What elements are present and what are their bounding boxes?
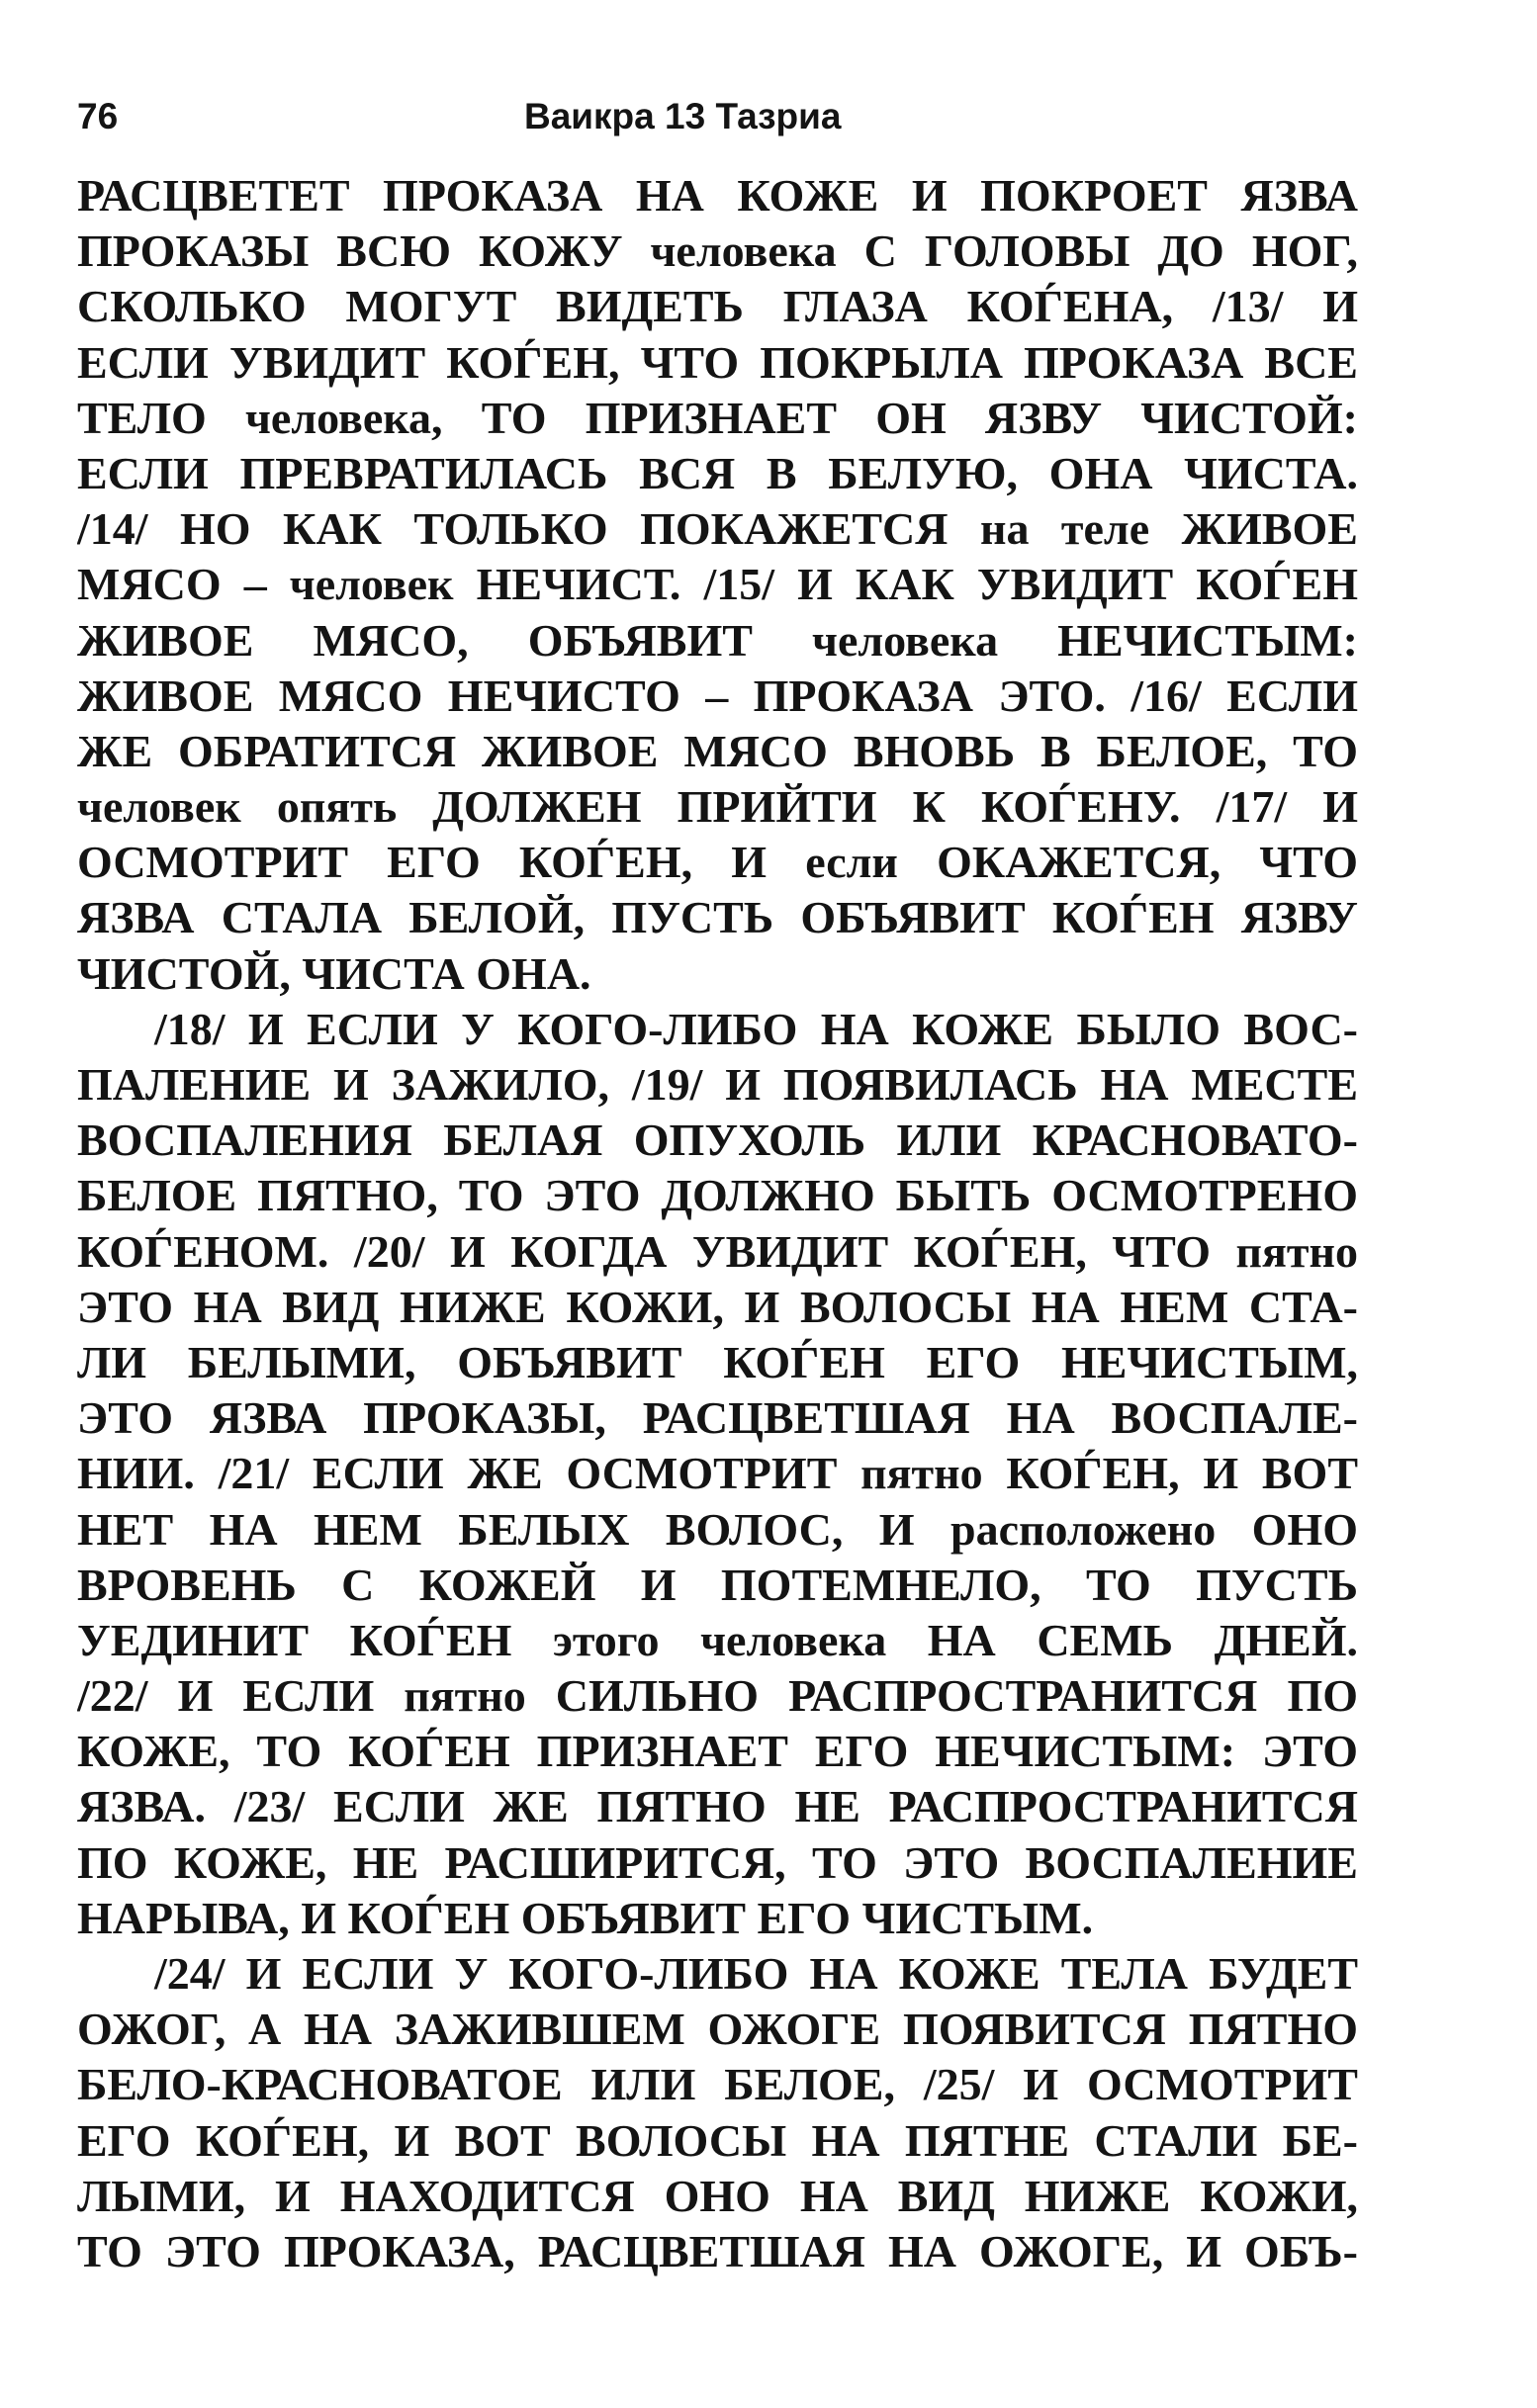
text-line: человек опять ДОЛЖЕН ПРИЙТИ К КОЃЕНУ. /17/ И <box>77 781 1358 833</box>
text-line: ЭТО НА ВИД НИЖЕ КОЖИ, И ВОЛОСЫ НА НЕМ СТА- <box>77 1281 1358 1332</box>
text-line: СКОЛЬКО МОГУТ ВИДЕТЬ ГЛАЗА КОЃЕНА, /13/ И <box>77 281 1358 332</box>
text-line: ЕГО КОЃЕН, И ВОТ ВОЛОСЫ НА ПЯТНЕ СТАЛИ БЕ- <box>77 2114 1358 2166</box>
text-line: ЕСЛИ УВИДИТ КОЃЕН, ЧТО ПОКРЫЛА ПРОКАЗА ВСЕ <box>77 336 1358 388</box>
page-number: 76 <box>77 96 119 136</box>
text-line: ЖЕ ОБРАТИТСЯ ЖИВОЕ МЯСО ВНОВЬ В БЕЛОЕ, ТО <box>77 725 1358 776</box>
text-line: ЖИВОЕ МЯСО, ОБЪЯВИТ человека НЕЧИСТЫМ: <box>77 614 1358 666</box>
text-line: ЛЫМИ, И НАХОДИТСЯ ОНО НА ВИД НИЖЕ КОЖИ, <box>77 2170 1358 2221</box>
text-line: ЯЗВА СТАЛА БЕЛОЙ, ПУСТЬ ОБЪЯВИТ КОЃЕН ЯЗВУ <box>77 892 1358 943</box>
body-text <box>77 168 1358 2279</box>
page-header <box>77 87 1363 146</box>
text-line: /22/ И ЕСЛИ пятно СИЛЬНО РАСПРОСТРАНИТСЯ ПО <box>77 1670 1358 1722</box>
text-line: ЭТО ЯЗВА ПРОКАЗЫ, РАСЦВЕТШАЯ НА ВОСПАЛЕ- <box>77 1392 1358 1444</box>
text-line: ТЕЛО человека, ТО ПРИЗНАЕТ ОН ЯЗВУ ЧИСТОЙ: <box>77 392 1358 443</box>
text-line: ЖИВОЕ МЯСО НЕЧИСТО – ПРОКАЗА ЭТО. /16/ ЕСЛИ <box>77 669 1358 721</box>
text-line: ПО КОЖЕ, НЕ РАСШИРИТСЯ, ТО ЭТО ВОСПАЛЕНИЕ <box>77 1836 1358 1888</box>
text-line: ЧИСТОЙ, ЧИСТА ОНА. <box>77 947 591 999</box>
text-line: МЯСО – человек НЕЧИСТ. /15/ И КАК УВИДИТ КОЃЕН <box>77 559 1358 610</box>
text-line: ВОСПАЛЕНИЯ БЕЛАЯ ОПУХОЛЬ ИЛИ КРАСНОВАТО- <box>77 1115 1358 1166</box>
text-line: /24/ И ЕСЛИ У КОГО-ЛИБО НА КОЖЕ ТЕЛА БУДЕТ <box>154 1948 1358 1999</box>
text-line: БЕЛО-КРАСНОВАТОЕ ИЛИ БЕЛОЕ, /25/ И ОСМОТРИТ <box>77 2059 1358 2110</box>
text-line: ОЖОГ, А НА ЗАЖИВШЕМ ОЖОГЕ ПОЯВИТСЯ ПЯТНО <box>77 2004 1358 2055</box>
text-line: КОЖЕ, ТО КОЃЕН ПРИЗНАЕТ ЕГО НЕЧИСТЫМ: ЭТО <box>77 1726 1358 1777</box>
text-line: ЕСЛИ ПРЕВРАТИЛАСЬ ВСЯ В БЕЛУЮ, ОНА ЧИСТА. <box>77 447 1358 498</box>
running-title: Ваикра 13 Тазриа <box>524 96 842 136</box>
text-line: КОЃЕНОМ. /20/ И КОГДА УВИДИТ КОЃЕН, ЧТО пятно <box>77 1225 1358 1277</box>
text-line: НАРЫВА, И КОЃЕН ОБЪЯВИТ ЕГО ЧИСТЫМ. <box>77 1892 1094 1943</box>
text-line: /18/ И ЕСЛИ У КОГО-ЛИБО НА КОЖЕ БЫЛО ВОС- <box>154 1003 1358 1054</box>
text-line: ЛИ БЕЛЫМИ, ОБЪЯВИТ КОЃЕН ЕГО НЕЧИСТЫМ, <box>77 1336 1358 1387</box>
text-line: ВРОВЕНЬ С КОЖЕЙ И ПОТЕМНЕЛО, ТО ПУСТЬ <box>77 1559 1358 1610</box>
text-line: УЕДИНИТ КОЃЕН этого человека НА СЕМЬ ДНЕЙ. <box>77 1614 1358 1665</box>
text-line: ОСМОТРИТ ЕГО КОЃЕН, И если ОКАЖЕТСЯ, ЧТО <box>77 837 1358 888</box>
text-line: НИИ. /21/ ЕСЛИ ЖЕ ОСМОТРИТ пятно КОЃЕН, И ВОТ <box>77 1448 1358 1499</box>
text-line: ПАЛЕНИЕ И ЗАЖИЛО, /19/ И ПОЯВИЛАСЬ НА МЕСТЕ <box>77 1059 1358 1110</box>
text-line: РАСЦВЕТЕТ ПРОКАЗА НА КОЖЕ И ПОКРОЕТ ЯЗВА <box>77 170 1358 221</box>
text-line: ТО ЭТО ПРОКАЗА, РАСЦВЕТШАЯ НА ОЖОГЕ, И ОБЪ- <box>77 2225 1358 2276</box>
text-line: НЕТ НА НЕМ БЕЛЫХ ВОЛОС, И расположено ОНО <box>77 1503 1358 1555</box>
text-line: БЕЛОЕ ПЯТНО, ТО ЭТО ДОЛЖНО БЫТЬ ОСМОТРЕНО <box>77 1170 1358 1221</box>
text-line: /14/ НО КАК ТОЛЬКО ПОКАЖЕТСЯ на теле ЖИВОЕ <box>77 503 1358 555</box>
text-line: ПРОКАЗЫ ВСЮ КОЖУ человека С ГОЛОВЫ ДО НОГ, <box>77 225 1358 277</box>
text-line: ЯЗВА. /23/ ЕСЛИ ЖЕ ПЯТНО НЕ РАСПРОСТРАНИТСЯ <box>77 1781 1358 1832</box>
